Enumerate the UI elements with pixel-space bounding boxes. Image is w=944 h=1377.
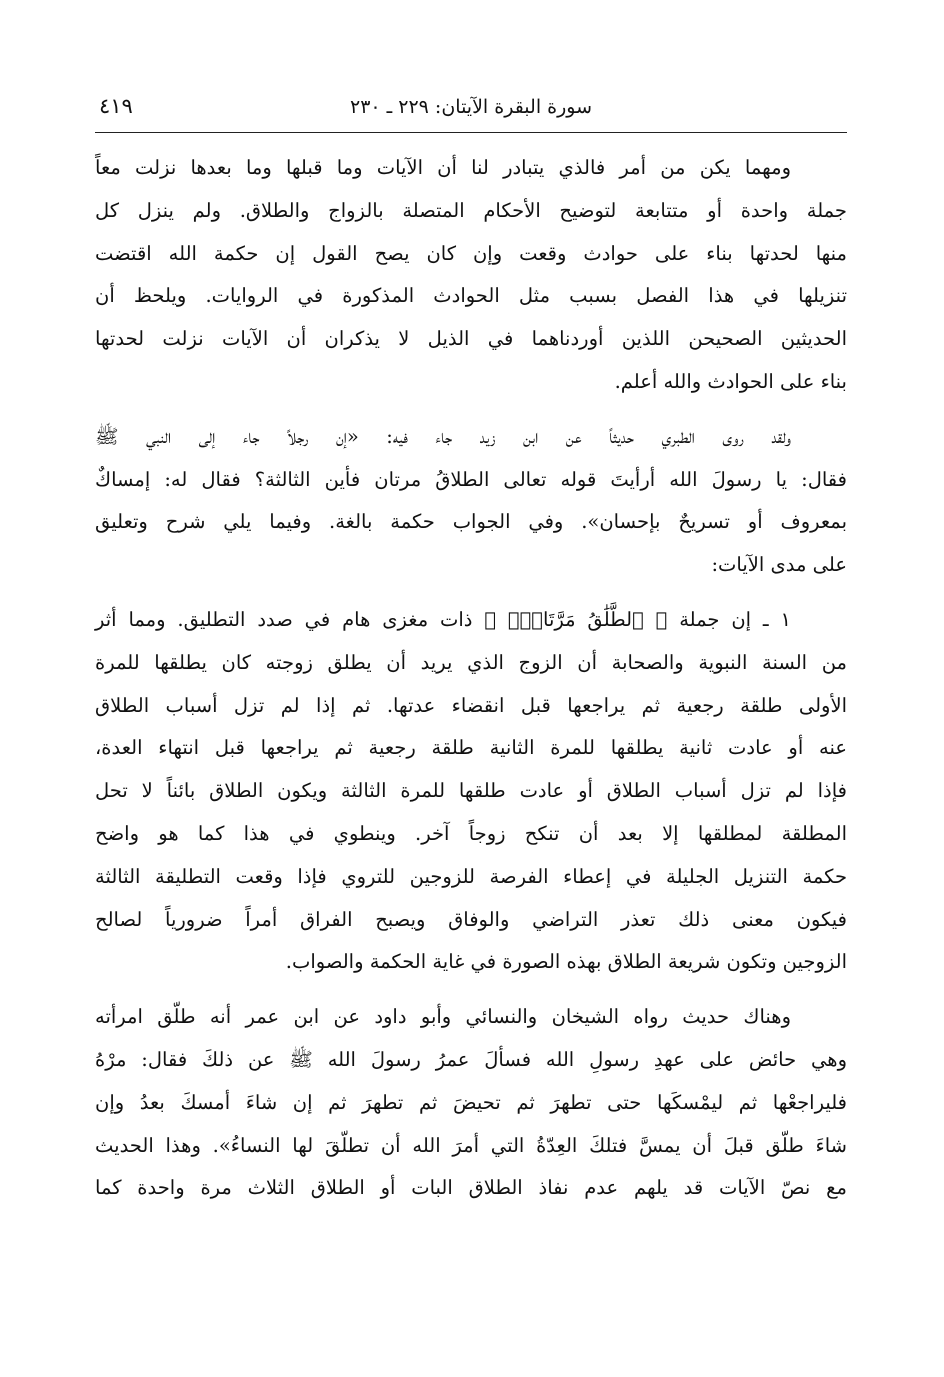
text-line: بمعروف أو تسريحٌ بإحسان». وفي الجواب حكمة بالغة. وفيما يلي شرح وتعليق [95,510,847,534]
text-line: فإذا لم تزل أسباب الطلاق أو عادت طلقها للمرة الثالثة ويكون الطلاق بائناً لا تحل [95,779,847,803]
text-line: الزوجين وتكون شريعة الطلاق بهذه الصورة في غاية الحكمة والصواب. [285,950,847,974]
paragraph [95,599,847,984]
text-line: تنزيلها في هذا الفصل بسبب مثل الحوادث المذكورة في الروايات. ويلحظ أن [95,284,847,308]
book-page [95,88,847,1318]
running-header [95,88,847,133]
text-line: ومهما يكن من أمر فالذي يتبادر لنا أن الآيات وما قبلها وما بعدها نزلت معاً [95,156,791,179]
body-text [95,147,847,1210]
text-line: فقال: يا رسولَ الله أرأيتَ قوله تعالى الطلاقُ مرتان فأين الثالثة؟ فقال له: إمساكٌ [95,467,847,491]
text-line: وهي حائض على عهدِ رسولِ الله فسألَ عمرُ رسولَ الله ﷺ عن ذلكَ فقال: مرْهُ [95,1047,847,1071]
text-line: الحديثين الصحيحن اللذين أوردناهما في الذيل لا يذكران أن الآيات نزلت لحدتها [95,327,847,351]
running-title: سورة البقرة الآيتان: ٢٢٩ ـ ٢٣٠ [349,96,593,118]
text-line: من السنة النبوية والصحابة أن الزوج الذي يريد أن يطلق زوجته كان يطلقها للمرة [95,650,847,674]
text-line: عنه أو عادت ثانية يطلقها للمرة الثانية طلقة رجعية ثم يراجعها قبل انتهاء العدة، [95,736,847,760]
text-line: الأولى طلقة رجعية ثم يراجعها قبل انقضاء عدتها. ثم إذا لم تزل أسباب الطلاق [95,693,847,717]
paragraph-gap [95,404,847,416]
text-line: على مدى الآيات: [711,553,847,577]
paragraph-gap [95,587,847,599]
text-line: بناء على الحوادث والله أعلم. [614,369,847,393]
paragraph [95,147,847,404]
paragraph [95,996,847,1210]
text-line: فيكون معنى ذلك تعذر التراضي والوفاق ويصبح الفراق أمراً ضرورياً لصالح [95,907,847,931]
page-number: ٤١٩ [99,94,133,118]
text-line: مع نصّ الآيات قد يلهم عدم نفاذ الطلاق البات أو الطلاق الثلاث مرة واحدة كما [95,1176,847,1200]
text-line: منها لحدتها بناء على حوادث وقعت وإن كان يصح القول إن حكمة الله اقتضت [95,241,847,265]
text-line: ١ ـ إن جملة ﴿ ٱلطَّلَٰقُ مَرَّتَانِۖ ﴾ ذات مغزى هام في صدد التطليق. ومما أثر [95,607,791,631]
text-line: وهناك حديث رواه الشيخان والنسائي وأبو داود عن ابن عمر أنه طلّق امرأته [95,1005,791,1029]
text-line: شاءَ طلّق قبلَ أن يمسَّ فتلكَ العِدّةُ التي أمرَ الله أن تطلّقَ لها النساءُ». وهذا الحديث [95,1133,847,1157]
text-line: جملة واحدة أو متتابعة لتوضيح الأحكام المتصلة بالزواج والطلاق. ولم ينزل كل [95,198,847,222]
text-line: المطلقة لمطلقها إلا بعد أن تنكح زوجاً آخر. وينطوي في هذا كما هو واضح [95,821,847,845]
paragraph [95,416,847,587]
text-line: فليراجعْها ثم ليمْسكَها حتى تطهرَ ثم تحيضَ ثم تطهرَ ثم إن شاءَ أمسكَ بعدُ وإن [95,1090,847,1114]
text-line: حكمة التنزيل الجليلة في إعطاء الفرصة للزوجين للتروي فإذا وقعت التطليقة الثالثة [95,864,847,888]
text-line: ولقد روى الطبري حديثاً عن ابن زيد جاء فيه: «إن رجلاً جاء إلى النبي ﷺ [95,424,791,448]
paragraph-gap [95,984,847,996]
